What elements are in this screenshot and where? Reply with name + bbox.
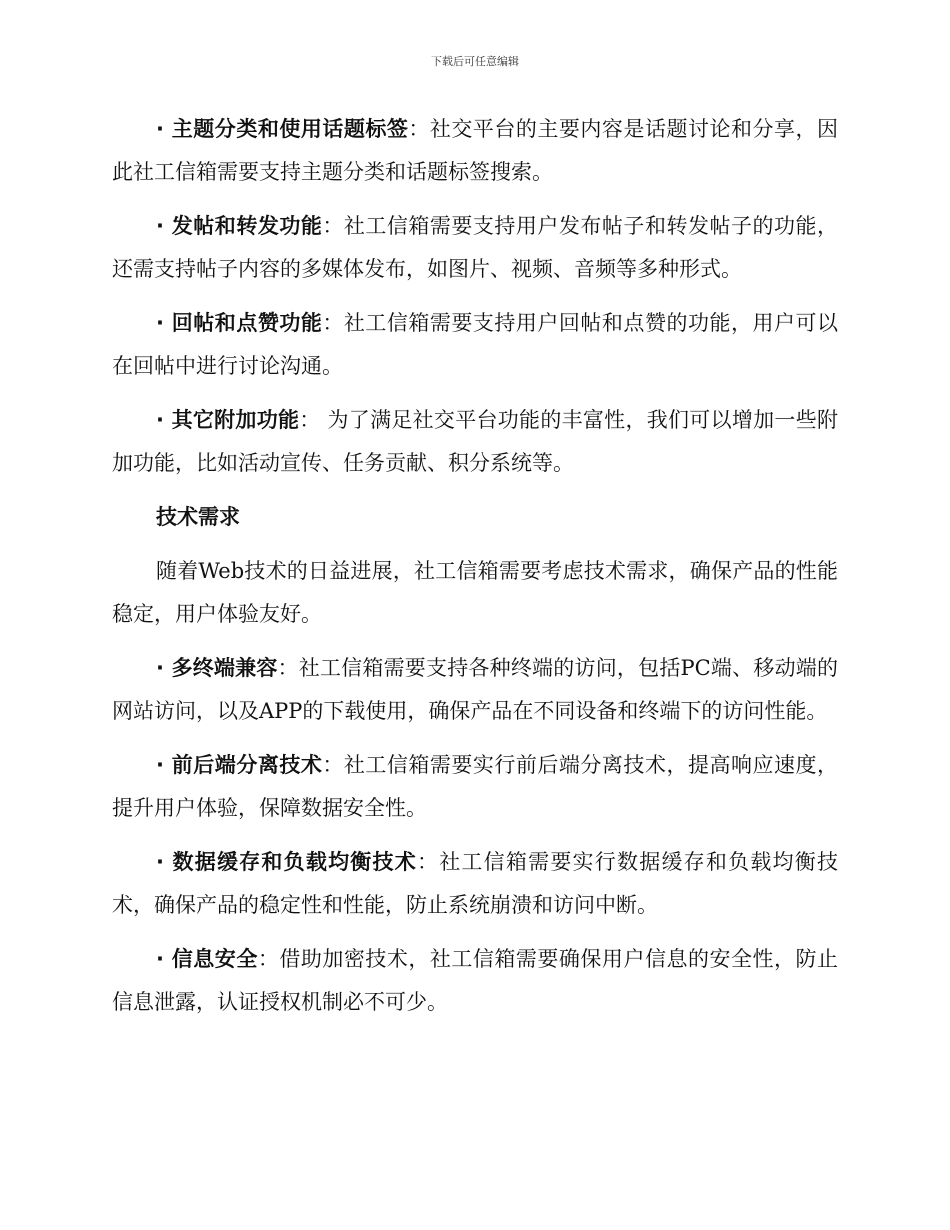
paragraph-text: ：社工信箱需要支持用户发布帖子和转发帖子的功能，还需支持帖子内容的多媒体发布，如图片、视频、音频等多种形式。: [112, 214, 838, 281]
paragraph-text: ：借助加密技术，社工信箱需要确保用户信息的安全性，防止信息泄露，认证授权机制必不可少。: [112, 947, 838, 1014]
paragraph-info-security: [112, 938, 838, 1024]
paragraph-text: ：社工信箱需要支持各种终端的访问，包括PC端、移动端的网站访问，以及APP的下载使用，确保产品在不同设备和终端下的访问性能。: [112, 656, 838, 723]
page-header: 下载后可任意编辑: [431, 55, 519, 68]
paragraph-text: ：社工信箱需要实行数据缓存和负载均衡技术，确保产品的稳定性和性能，防止系统崩溃和访问中断。: [112, 850, 839, 917]
paragraph-text: ：社工信箱需要实行前后端分离技术，提高响应速度，提升用户体验，保障数据安全性。: [112, 753, 838, 820]
paragraph-text: ：社工信箱需要支持用户回帖和点赞的功能，用户可以在回帖中进行讨论沟通。: [112, 311, 838, 378]
paragraph-multi-terminal: [112, 647, 838, 733]
paragraph-lead: · 主题分类和使用话题标签: [156, 117, 409, 141]
paragraph-lead: · 数据缓存和负载均衡技术: [156, 850, 417, 874]
paragraph-text: ：社交平台的主要内容是话题讨论和分享，因此社工信箱需要支持主题分类和话题标签搜索。: [112, 117, 838, 184]
paragraph-lead: · 回帖和点赞功能: [156, 311, 323, 335]
paragraph-lead: · 前后端分离技术: [156, 753, 323, 777]
section-heading-tech-requirements: 技术需求: [156, 505, 240, 529]
document-body: [112, 108, 838, 1035]
paragraph-text: ： 为了满足社交平台功能的丰富性，我们可以增加一些附加功能，比如活动宣传、任务贡献、积分系统等。: [112, 408, 838, 475]
paragraph-lead: · 发帖和转发功能: [156, 214, 323, 238]
paragraph-frontend-backend: [112, 744, 838, 830]
paragraph-lead: · 多终端兼容: [156, 656, 278, 680]
paragraph-lead: · 其它附加功能: [156, 408, 300, 432]
paragraph-reply-like: [112, 302, 838, 388]
paragraph-cache-load-balance: [112, 841, 838, 927]
paragraph-topic-tags: [112, 108, 838, 194]
paragraph-lead: · 信息安全: [156, 947, 258, 971]
paragraph-post-forward: [112, 205, 838, 291]
paragraph-extra-features: [112, 399, 838, 485]
paragraph-tech-intro: 随着Web技术的日益进展，社工信箱需要考虑技术需求，确保产品的性能稳定，用户体验友好。: [112, 559, 838, 626]
